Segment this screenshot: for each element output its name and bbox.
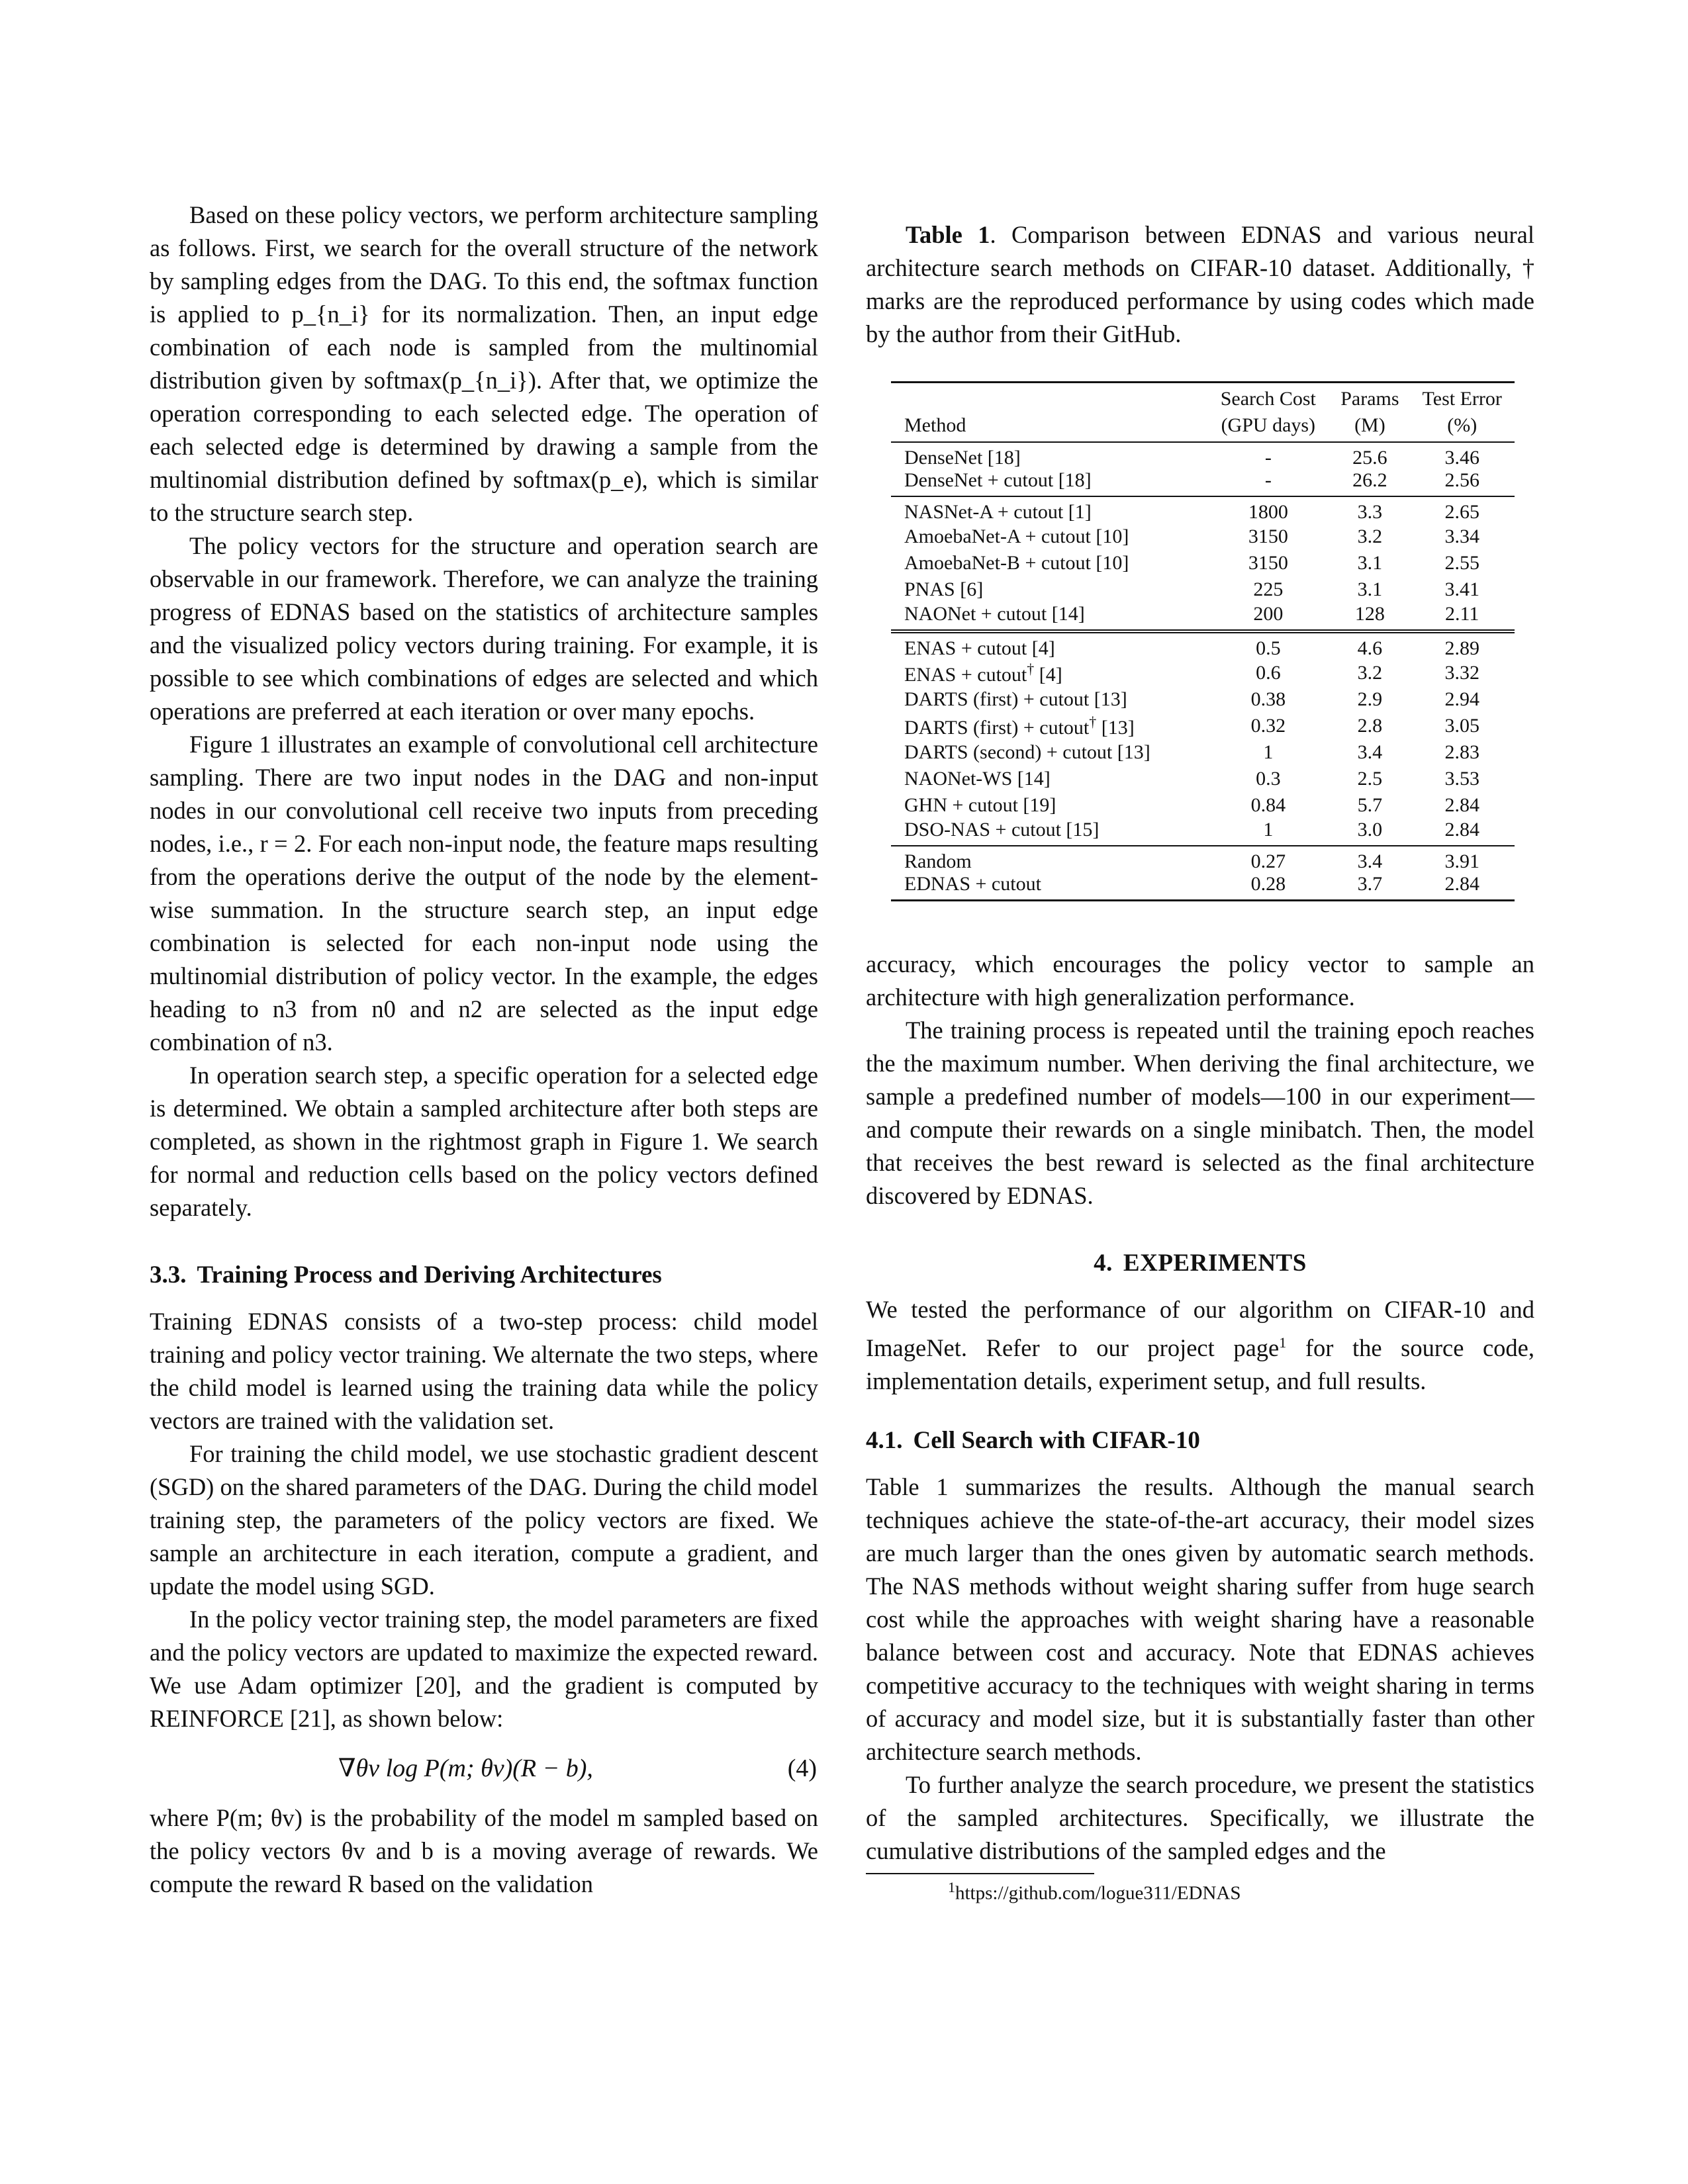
table-row: [891, 739, 1515, 766]
value-cell: 2.83: [1444, 741, 1479, 763]
value-cell: 3150: [1248, 525, 1288, 547]
table-row: [891, 523, 1515, 550]
table-row: [891, 576, 1515, 603]
value-cell: 3.3: [1357, 501, 1383, 523]
left-column: [150, 199, 818, 1901]
value-cell: 2.9: [1357, 688, 1383, 710]
method-cell: DARTS (first) + cutout [13]: [904, 688, 1127, 710]
value-cell: 1800: [1248, 501, 1288, 523]
results-table: [891, 381, 1515, 901]
paragraph: Figure 1 illustrates an example of convolutional cell architecture sampling. There are two input nodes in the DAG and non-input nodes in our convolutional cell receive two inputs from preceding nodes, i.e., r = 2. For each non-input node, the feature maps resulting from the operations derive the output of the node by the element-wise summation. In the structure search step, an input edge combination is selected for each non-input node using the multinomial distribution of policy vector. In the example, the edges heading to n3 from n0 and n2 are selected as the input edge combination of n3.: [150, 731, 818, 1056]
method-cell: DenseNet [18]: [904, 447, 1021, 469]
method-cell: AmoebaNet-A + cutout [10]: [904, 525, 1129, 547]
value-cell: 3.46: [1444, 447, 1479, 469]
value-cell: 2.55: [1444, 552, 1479, 574]
method-cell: ENAS + cutout† [4]: [904, 660, 1062, 686]
paragraph-text: for the source code, implementation details, experiment setup, and full results.: [866, 1334, 1534, 1395]
value-cell: 2.56: [1444, 469, 1479, 491]
dagger-mark: †: [1089, 713, 1097, 730]
value-cell: 0.32: [1250, 715, 1286, 737]
value-cell: 225: [1253, 578, 1284, 600]
value-cell: 0.5: [1256, 637, 1281, 659]
value-cell: 128: [1354, 603, 1385, 625]
paragraph: The policy vectors for the structure and operation search are observable in our framework. Therefore, we can analyze the training progress of EDNAS based on the statistics of architecture samples and the visualized policy vectors during training. For example, it is possible to see which combinations of edges are selected and which operations are preferred at each iteration or over many epochs.: [150, 532, 818, 725]
header-cell: Test Error: [1422, 388, 1502, 410]
value-cell: 2.8: [1357, 715, 1383, 737]
footnote-url: https://github.com/logue311/EDNAS: [955, 1882, 1241, 1904]
table-row: [891, 792, 1515, 819]
value-cell: 2.11: [1445, 603, 1479, 625]
value-cell: 2.94: [1444, 688, 1479, 710]
header-cell: (M): [1354, 414, 1385, 436]
value-cell: 26.2: [1352, 469, 1387, 491]
paragraph: In the policy vector training step, the model parameters are fixed and the policy vectors are updated to maximize the expected reward. We use Adam optimizer [20], and the gradient is computed by REINFORCE [21], as shown below:: [150, 1606, 818, 1732]
paragraph: [866, 1293, 1534, 1398]
value-cell: 3.91: [1444, 850, 1479, 872]
method-cell: ENAS + cutout [4]: [904, 637, 1055, 659]
value-cell: -: [1264, 447, 1272, 469]
table-row: [891, 819, 1515, 846]
value-cell: 3.1: [1357, 578, 1383, 600]
method-cell: DSO-NAS + cutout [15]: [904, 819, 1100, 841]
value-cell: 0.84: [1250, 794, 1286, 816]
value-cell: 2.84: [1444, 794, 1479, 816]
header-cell: Search Cost: [1220, 388, 1316, 410]
section-number: 4.: [1094, 1250, 1113, 1277]
table-row: [891, 603, 1515, 631]
header-cell: Params: [1340, 388, 1399, 410]
method-cell: DARTS (first) + cutout† [13]: [904, 713, 1135, 739]
value-cell: 0.27: [1250, 850, 1286, 872]
value-cell: 3.4: [1357, 741, 1383, 763]
equation: [150, 1749, 818, 1788]
method-cell: GHN + cutout [19]: [904, 794, 1056, 816]
method-cell: EDNAS + cutout: [904, 873, 1041, 895]
method-cell: NASNet-A + cutout [1]: [904, 501, 1092, 523]
value-cell: 2.5: [1357, 768, 1383, 790]
value-cell: 3.0: [1357, 819, 1383, 841]
table-row: [891, 846, 1515, 873]
subsection-heading: [866, 1424, 1534, 1457]
value-cell: 3.05: [1444, 715, 1479, 737]
table-row: [891, 873, 1515, 901]
value-cell: 1: [1263, 819, 1274, 841]
section-heading: [866, 1247, 1534, 1280]
section-heading: [150, 1259, 818, 1292]
table-header-row: [891, 412, 1515, 442]
table-body: [891, 442, 1515, 901]
value-cell: 4.6: [1357, 637, 1383, 659]
value-cell: 2.89: [1444, 637, 1479, 659]
table-header-row: [891, 383, 1515, 413]
value-cell: 0.6: [1256, 662, 1281, 684]
value-cell: 0.3: [1256, 768, 1281, 790]
value-cell: 3.41: [1444, 578, 1479, 600]
value-cell: 0.38: [1250, 688, 1286, 710]
header-cell: Method: [904, 414, 966, 436]
value-cell: 3.7: [1357, 873, 1383, 895]
value-cell: 3150: [1248, 552, 1288, 574]
method-cell: NAONet-WS [14]: [904, 768, 1051, 790]
value-cell: 3.2: [1357, 662, 1383, 684]
table-row: [891, 713, 1515, 739]
footnote-marker: 1: [948, 1879, 955, 1896]
paragraph: The training process is repeated until the training epoch reaches the the maximum number. When deriving the final architecture, we sample a predefined number of models—100 in our experiment—and compute their rewards on a single minibatch. Then, the model that receives the best reward is selected as the final architecture discovered by EDNAS.: [866, 1017, 1534, 1209]
subsection-number: 4.1.: [866, 1427, 903, 1455]
paragraph: In operation search step, a specific operation for a selected edge is determined. We obtain a sampled architecture after both steps are completed, as shown in the rightmost graph in Figure 1. We search for normal and reduction cells based on the policy vectors defined separately.: [150, 1062, 818, 1221]
paragraph: For training the child model, we use stochastic gradient descent (SGD) on the shared parameters of the DAG. During the child model training step, the parameters of the policy vectors are fixed. We sample an architecture in each iteration, compute a gradient, and update the model using SGD.: [150, 1440, 818, 1600]
method-cell: Random: [904, 850, 972, 872]
caption-label: Table 1: [906, 221, 990, 248]
table-row: [891, 550, 1515, 576]
table-row: [891, 631, 1515, 660]
caption-text: . Comparison between EDNAS and various neural architecture search methods on CIFAR-10 dataset. Additionally, † marks are the reproduced performance by using codes which made by the author from their GitHub.: [866, 221, 1535, 347]
method-cell: AmoebaNet-B + cutout [10]: [904, 552, 1129, 574]
value-cell: 0.28: [1250, 873, 1286, 895]
value-cell: 5.7: [1357, 794, 1383, 816]
table-row: [891, 686, 1515, 713]
header-cell: [891, 383, 1206, 413]
header-cell: (GPU days): [1221, 414, 1316, 436]
section-title: EXPERIMENTS: [1123, 1250, 1307, 1277]
subsection-title: Cell Search with CIFAR-10: [913, 1427, 1200, 1455]
paragraph: To further analyze the search procedure, we present the statistics of the sampled architectures. Specifically, we illustrate the cumulative distributions of the sampled edges and the: [866, 1771, 1534, 1865]
footnote-marker: 1: [1279, 1334, 1287, 1351]
footnote: [866, 1874, 1534, 1907]
section-title: Training Process and Deriving Architectures: [197, 1261, 662, 1289]
table-row: [891, 496, 1515, 523]
equation-body: ∇θv log P(m; θv)(R − b),: [338, 1754, 593, 1782]
paragraph: accuracy, which encourages the policy vector to sample an architecture with high generalization performance.: [866, 950, 1534, 1011]
value-cell: 25.6: [1352, 447, 1387, 469]
table-row: [891, 766, 1515, 792]
paragraph: Training EDNAS consists of a two-step process: child model training and policy vector training. We alternate the two steps, where the child model is learned using the training data while the policy vectors are trained with the validation set.: [150, 1308, 818, 1434]
value-cell: 3.4: [1357, 850, 1383, 872]
table-caption: [866, 218, 1534, 351]
paragraph: where P(m; θv) is the probability of the model m sampled based on the policy vectors θv and b is a moving average of rewards. We compute the reward R based on the validation: [150, 1804, 818, 1897]
value-cell: 1: [1263, 741, 1274, 763]
value-cell: 3.34: [1444, 525, 1479, 547]
section-number: 3.3.: [150, 1261, 187, 1289]
value-cell: 3.1: [1357, 552, 1383, 574]
value-cell: 200: [1253, 603, 1284, 625]
value-cell: 2.84: [1444, 819, 1479, 841]
table-row: [891, 660, 1515, 686]
method-cell: PNAS [6]: [904, 578, 984, 600]
table-row: [891, 469, 1515, 496]
paragraph: Based on these policy vectors, we perform architecture sampling as follows. First, we search for the overall structure of the network by sampling edges from the DAG. To this end, the softmax function is applied to p_{n_i} for its normalization. Then, an input edge combination of each node is sampled from the multinomial distribution given by softmax(p_{n_i}). After that, we optimize the operation corresponding to each selected edge. The operation of each selected edge is determined by drawing a sample from the multinomial distribution defined by softmax(p_e), which is similar to the structure search step.: [150, 201, 818, 526]
method-cell: DARTS (second) + cutout [13]: [904, 741, 1150, 763]
method-cell: NAONet + cutout [14]: [904, 603, 1085, 625]
header-cell: (%): [1447, 414, 1477, 436]
right-column: [866, 199, 1534, 1907]
method-cell: DenseNet + cutout [18]: [904, 469, 1092, 491]
paragraph-text: We tested the performance of our algorithm on CIFAR-10 and ImageNet. Refer to our project page: [866, 1296, 1534, 1362]
value-cell: 3.2: [1357, 525, 1383, 547]
value-cell: 3.32: [1444, 662, 1479, 684]
paragraph: Table 1 summarizes the results. Although the manual search techniques achieve the state-of-the-art accuracy, their model sizes are much larger than the ones given by automatic search methods. The NAS methods without weight sharing suffer from huge search cost while the approaches with weight sharing have a reasonable balance between cost and accuracy. Note that EDNAS achieves competitive accuracy to the techniques with weight sharing in terms of accuracy and model size, but it is substantially faster than other architecture search methods.: [866, 1473, 1534, 1766]
equation-number: (4): [787, 1754, 817, 1782]
table-row: [891, 442, 1515, 469]
dagger-mark: †: [1027, 660, 1035, 677]
value-cell: 2.65: [1444, 501, 1479, 523]
value-cell: 3.53: [1444, 768, 1479, 790]
value-cell: 2.84: [1444, 873, 1479, 895]
value-cell: -: [1264, 469, 1272, 491]
